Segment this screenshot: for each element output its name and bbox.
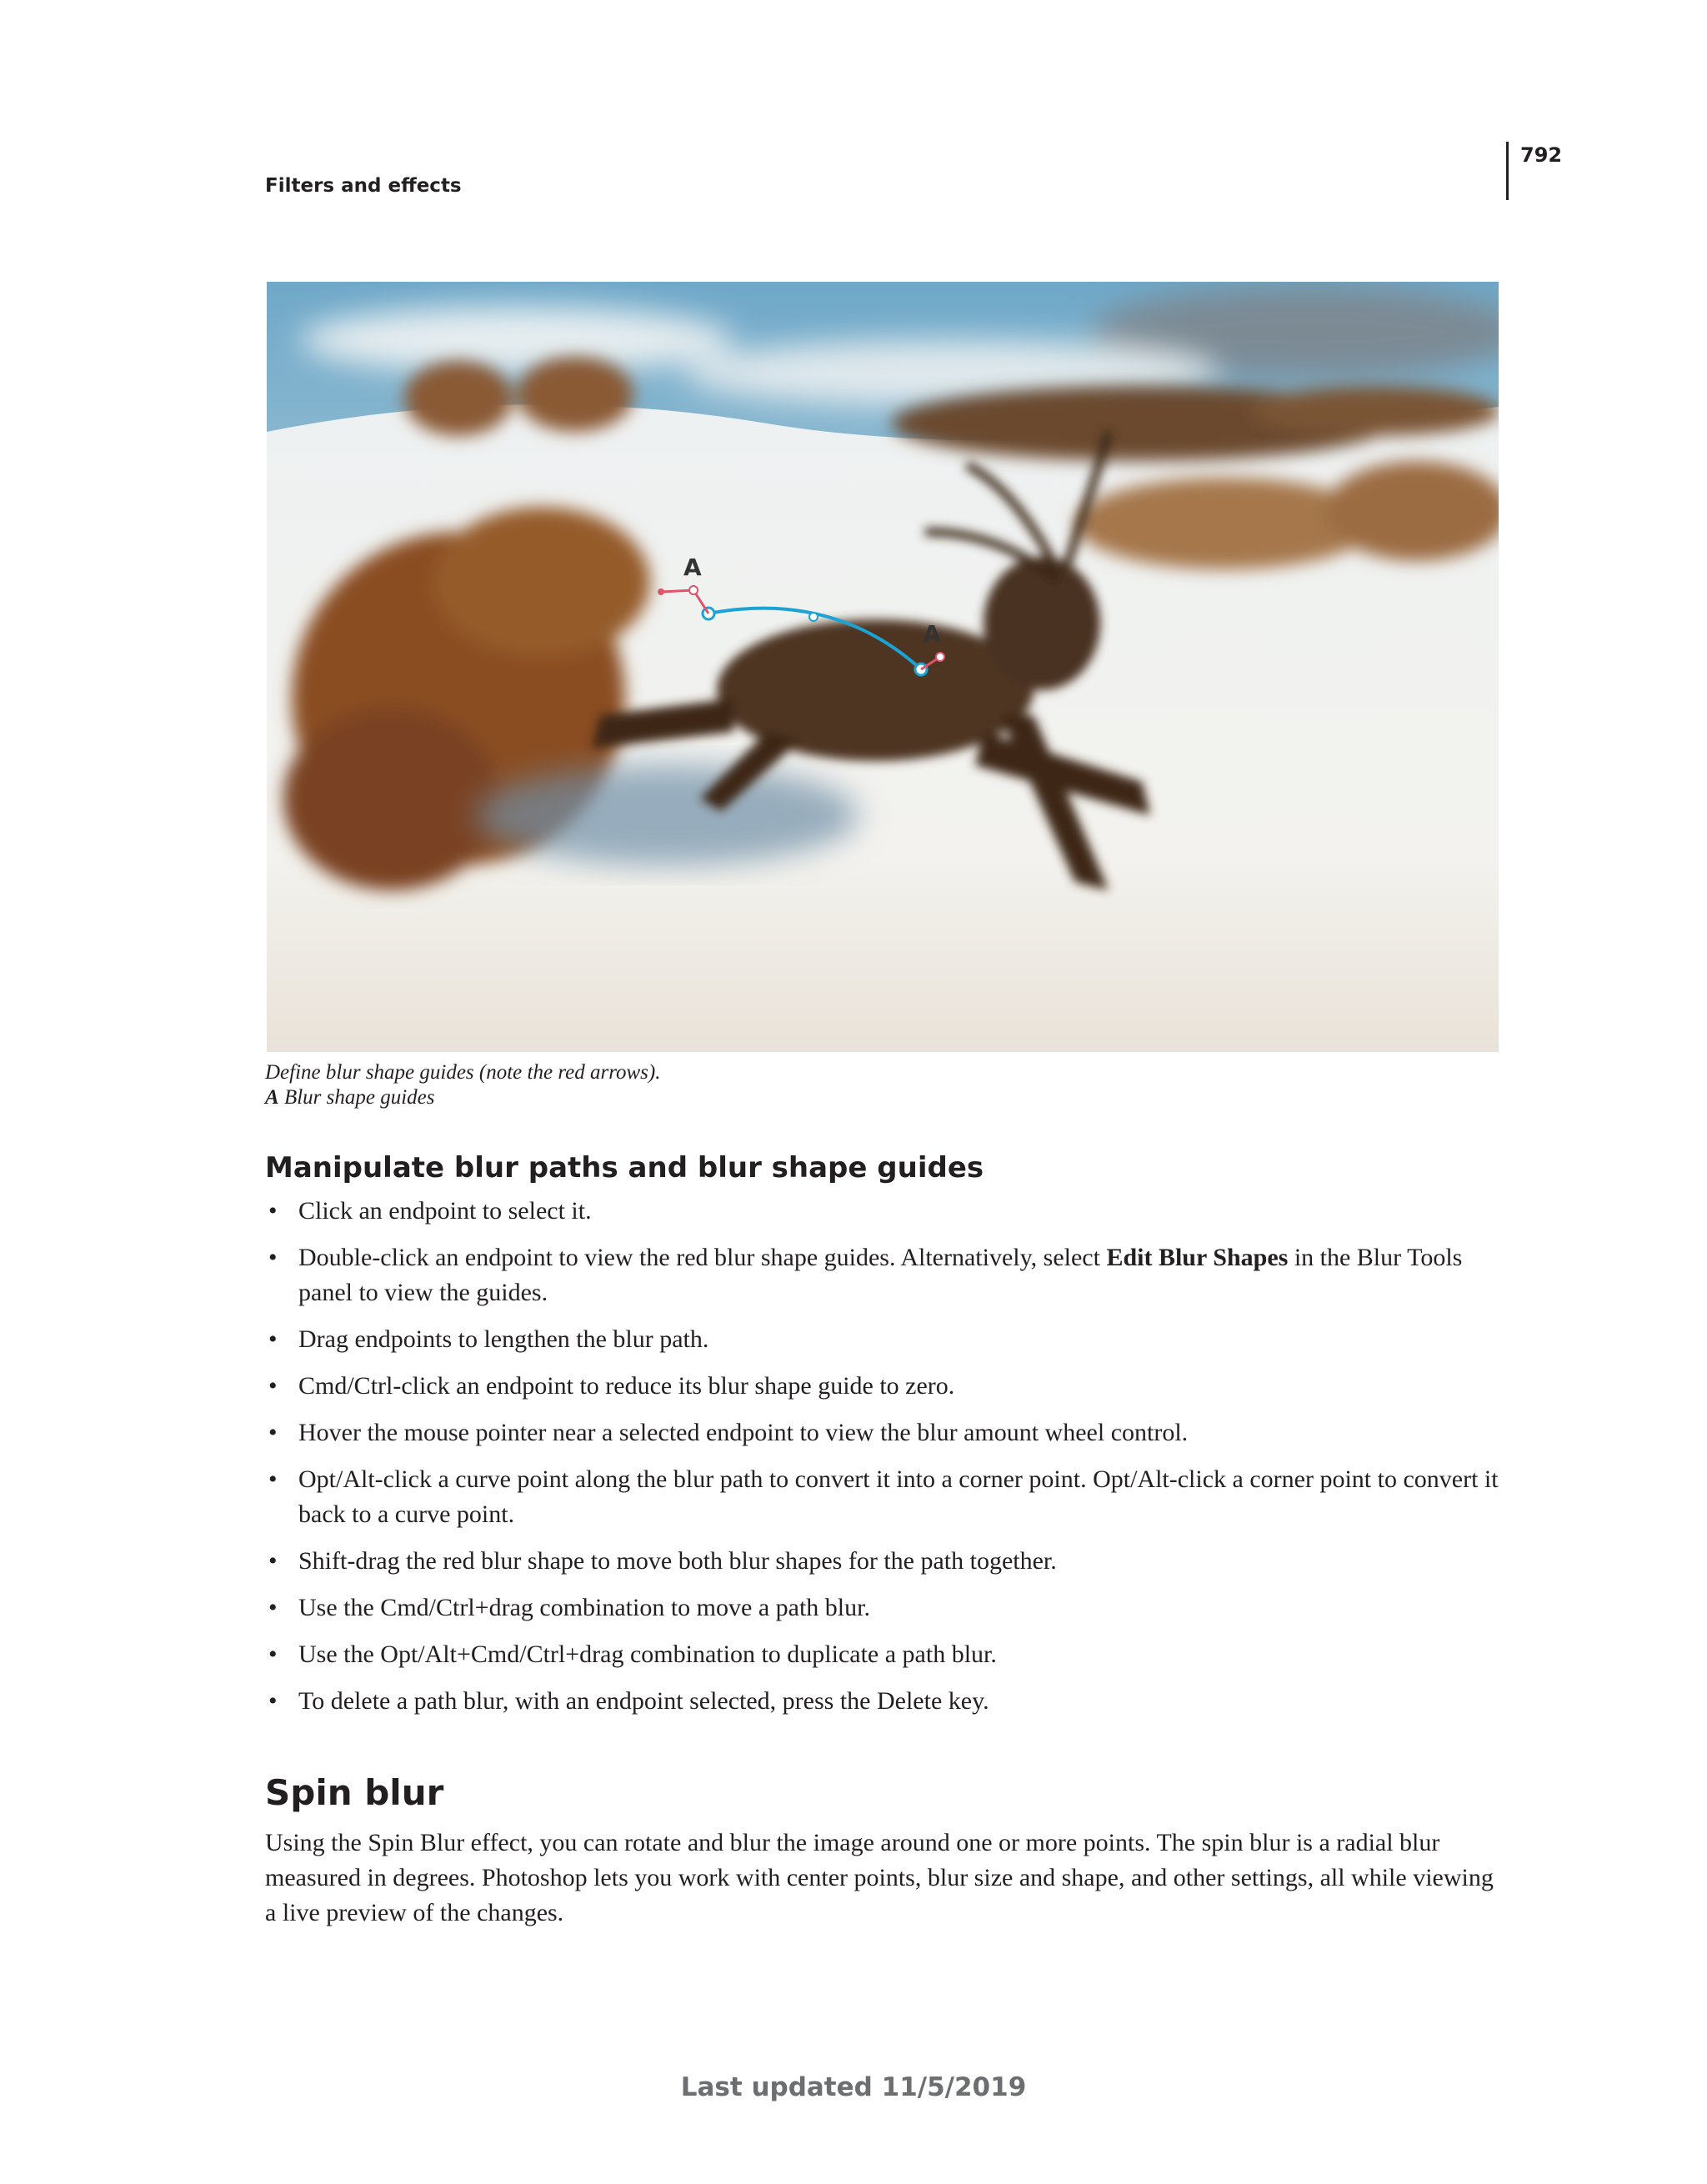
running-head: Filters and effects (265, 175, 462, 197)
list-item-text: in the Blur Tools panel to view the guides. (298, 1244, 1463, 1306)
list-item (265, 1240, 1505, 1310)
callout-label-a-2: A (923, 620, 941, 648)
list-item (265, 1637, 1505, 1672)
list-item (265, 1462, 1505, 1532)
list-item-text: Cmd/Ctrl-click an endpoint to reduce its blur shape guide to zero. (298, 1372, 955, 1400)
list-item-text: Drag endpoints to lengthen the blur path. (298, 1325, 709, 1353)
list-item-text: Opt/Alt-click a curve point along the blur path to convert it into a corner point. Opt/Alt-click a corner point to convert it back to a curve point. (298, 1465, 1499, 1528)
list-item-text: Click an endpoint to select it. (298, 1197, 592, 1225)
list-item-text: Use the Opt/Alt+Cmd/Ctrl+drag combination to duplicate a path blur. (298, 1641, 997, 1668)
list-item (265, 1369, 1505, 1404)
callout-label-a-1: A (683, 554, 702, 581)
list-item (265, 1194, 1505, 1229)
list-item (265, 1544, 1505, 1579)
caption-key-letter: A (265, 1086, 279, 1109)
header-rule (1506, 142, 1509, 200)
list-item (265, 1684, 1505, 1719)
list-item (265, 1590, 1505, 1625)
list-item-text: Shift-drag the red blur shape to move both blur shapes for the path together. (298, 1547, 1057, 1575)
list-item (265, 1322, 1505, 1357)
list-item-text: Hover the mouse pointer near a selected endpoint to view the blur amount wheel control. (298, 1419, 1189, 1446)
figure-image (267, 282, 1499, 1052)
footer-last-updated: Last updated 11/5/2019 (680, 2072, 1027, 2102)
blur-scene-illustration (267, 282, 1499, 1052)
caption-line-2 (265, 1085, 660, 1110)
page-number: 792 (1520, 143, 1563, 167)
manipulate-heading: Manipulate blur paths and blur shape guides (265, 1151, 984, 1185)
list-item-emphasis: Edit Blur Shapes (1106, 1244, 1289, 1271)
list-item-text: To delete a path blur, with an endpoint selected, press the Delete key. (298, 1687, 989, 1715)
list-item-text: Use the Cmd/Ctrl+drag combination to move a path blur. (298, 1594, 870, 1621)
spin-blur-heading: Spin blur (265, 1772, 444, 1813)
caption-line-1: Define blur shape guides (note the red arrows). (265, 1061, 661, 1084)
spin-blur-paragraph: Using the Spin Blur effect, you can rotate and blur the image around one or more points. The spin blur is a radial blur measured in degrees. Photoshop lets you work with center points, blur size and shape, and other settings, all while viewing a live preview of the changes. (265, 1829, 1494, 1926)
figure-caption (265, 1060, 660, 1110)
manipulate-list (265, 1194, 1505, 1731)
list-item-text: Double-click an endpoint to view the red blur shape guides. Alternatively, select (298, 1244, 1107, 1271)
list-item (265, 1415, 1505, 1450)
caption-key-text: Blur shape guides (278, 1086, 435, 1109)
